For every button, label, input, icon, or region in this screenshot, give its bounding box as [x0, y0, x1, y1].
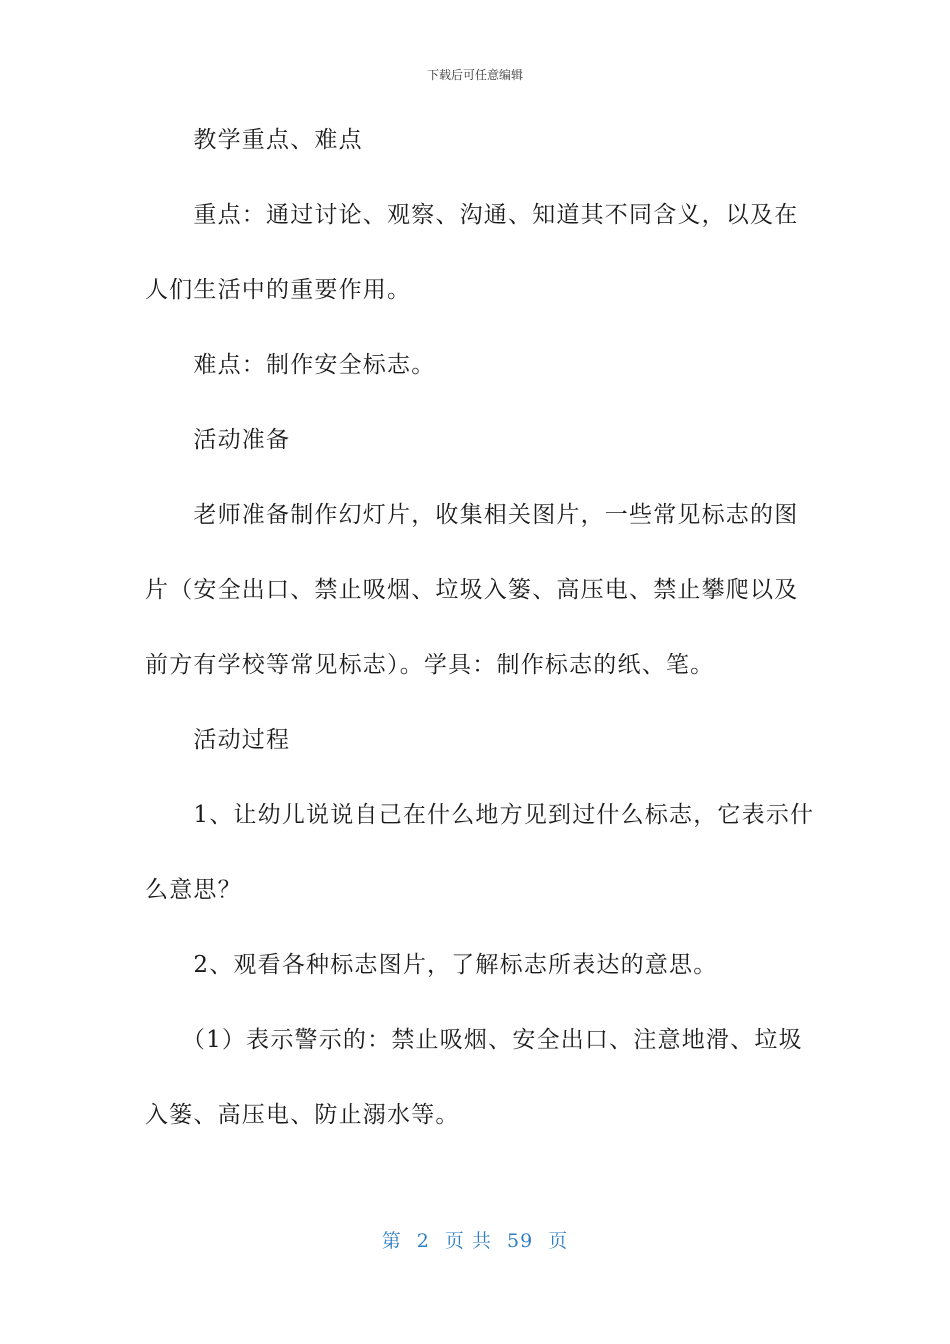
text-line: （1）表示警示的：禁止吸烟、安全出口、注意地滑、垃圾 — [145, 1027, 803, 1053]
text-line: 入篓、高压电、防止溺水等。 — [145, 1102, 460, 1128]
blank-line — [145, 985, 810, 1023]
blank-line — [145, 760, 810, 798]
blank-line — [145, 235, 810, 273]
total-pages-number: 59 — [507, 1230, 534, 1252]
blank-line — [145, 910, 810, 948]
blank-line — [145, 685, 810, 723]
text-line: 重点：通过讨论、观察、沟通、知道其不同含义，以及在 — [145, 202, 799, 228]
footer-mid: 页 共 — [444, 1230, 492, 1252]
blank-line — [145, 835, 810, 873]
text-line: 1、让幼儿说说自己在什么地方见到过什么标志，它表示什 — [145, 802, 815, 828]
text-line: 么意思？ — [145, 877, 242, 903]
text-line: 教学重点、难点 — [145, 127, 363, 153]
text-line: 活动过程 — [145, 727, 291, 753]
text-line: 人们生活中的重要作用。 — [145, 277, 412, 303]
text-line: 难点：制作安全标志。 — [145, 352, 436, 378]
current-page-number: 2 — [416, 1230, 430, 1252]
blank-line — [145, 610, 810, 648]
blank-line — [145, 1060, 810, 1098]
footer-suffix: 页 — [548, 1230, 569, 1252]
text-line: 片（安全出口、禁止吸烟、垃圾入篓、高压电、禁止攀爬以及 — [145, 577, 799, 603]
footer-prefix: 第 — [381, 1230, 402, 1252]
text-line: 老师准备制作幻灯片，收集相关图片，一些常见标志的图 — [145, 502, 799, 528]
blank-line — [145, 535, 810, 573]
blank-line — [145, 385, 810, 423]
text-line: 2、观看各种标志图片，了解标志所表达的意思。 — [145, 952, 718, 978]
text-line: 活动准备 — [145, 427, 291, 453]
text-line: 前方有学校等常见标志）。学具：制作标志的纸、笔。 — [145, 652, 715, 678]
page-header: 下载后可任意编辑 — [426, 68, 523, 82]
document-body — [145, 122, 815, 1135]
blank-line — [145, 310, 810, 348]
blank-line — [145, 460, 810, 498]
page-footer — [0, 1226, 950, 1253]
blank-line — [145, 160, 810, 198]
